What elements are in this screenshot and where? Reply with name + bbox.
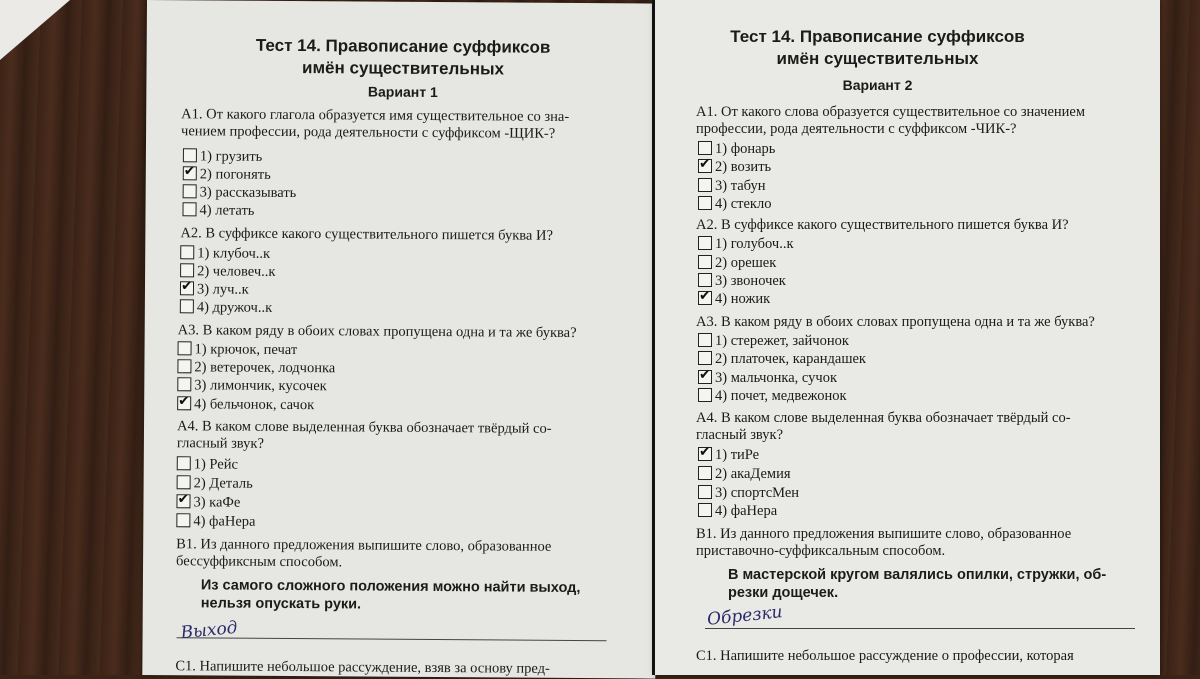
checkbox[interactable]: [183, 184, 197, 198]
option-a2-3[interactable]: [698, 273, 786, 290]
checkbox[interactable]: [183, 148, 197, 162]
option-label: 3) луч..к: [196, 281, 249, 298]
checkbox[interactable]: [698, 255, 712, 269]
option-a3-1[interactable]: [698, 333, 849, 350]
question-text: гласный звук?: [696, 427, 784, 443]
option-a4-4[interactable]: [698, 503, 777, 520]
option-label: 2) орешек: [715, 255, 777, 271]
handwritten-answer: Обрезки: [706, 602, 784, 630]
option-a2-1[interactable]: [698, 236, 793, 253]
question-text: B1. Из данного предложения выпишите слово, образованное: [176, 536, 552, 555]
option-label: 4) бельчонок, сачок: [194, 396, 315, 414]
option-label: 2) платочек, карандашек: [715, 351, 866, 367]
question-text: А4. В каком слове выделенная буква обозначает твёрдый со-: [176, 418, 552, 437]
option-a2-4[interactable]: [180, 299, 272, 317]
option-a4-4[interactable]: [176, 513, 255, 531]
question-text: A1. От какого слова образуется существительное со значением: [696, 104, 1086, 120]
option-a2-4[interactable]: [698, 291, 770, 308]
test-sheet-variant-2: [655, 0, 1160, 675]
checkbox-checked[interactable]: [177, 396, 191, 410]
option-label: 2) ветерочек, лодчонка: [194, 359, 336, 377]
option-label: 2) возить: [715, 159, 772, 175]
question-text: A1. От какого глагола образуется имя существительное со зна-: [181, 106, 570, 125]
checkbox[interactable]: [177, 359, 191, 373]
question-a4: [696, 410, 1071, 444]
checkbox[interactable]: [698, 273, 712, 287]
option-label: 4) ножик: [715, 291, 771, 307]
checkbox[interactable]: [176, 513, 190, 527]
option-label: 1) Рейс: [193, 456, 239, 473]
sentence-line: нельзя опускать руки.: [200, 595, 362, 613]
checkbox[interactable]: [698, 485, 712, 499]
question-c1: С1. Напишите небольшое рассуждение, взяв за основу пред-: [175, 658, 550, 677]
option-a1-3[interactable]: [183, 184, 297, 202]
checkbox[interactable]: [177, 456, 191, 470]
question-c1: С1. Напишите небольшое рассуждение о профессии, которая: [696, 648, 1074, 664]
test-sheet-variant-1: [142, 0, 660, 679]
checkbox[interactable]: [698, 503, 712, 517]
question-a4: [177, 418, 552, 455]
checkbox[interactable]: [698, 178, 712, 192]
checkbox[interactable]: [177, 377, 191, 391]
title-line: имён существительных: [776, 49, 979, 68]
option-label: 3) табун: [715, 178, 766, 194]
checkbox[interactable]: [178, 341, 192, 355]
question-a1: [696, 104, 1085, 138]
question-text: А4. В каком слове выделенная буква обозначает твёрдый со-: [696, 410, 1071, 426]
checkbox[interactable]: [698, 466, 712, 480]
checkbox-checked[interactable]: [698, 291, 712, 305]
option-label: 2) Деталь: [193, 475, 253, 492]
title-line: Тест 14. Правописание суффиксов: [255, 35, 551, 57]
option-a3-1[interactable]: [177, 341, 297, 359]
checkbox[interactable]: [698, 141, 712, 155]
option-a4-2[interactable]: [698, 466, 791, 483]
question-text: чением профессии, рода деятельности с суффиксом -ЩИК-?: [181, 123, 556, 142]
variant-label: Вариант 2: [842, 77, 913, 93]
checkbox[interactable]: [177, 475, 191, 489]
option-a3-3[interactable]: [177, 377, 327, 395]
option-a2-2[interactable]: [180, 263, 275, 281]
option-a4-1[interactable]: [698, 447, 759, 464]
question-text: приставочно-суффиксальным способом.: [696, 543, 946, 559]
checkbox-checked[interactable]: [698, 370, 712, 384]
option-label: 2) акаДемия: [715, 466, 791, 482]
option-label: 1) грузить: [199, 148, 263, 165]
option-label: 1) крючок, печат: [194, 341, 298, 359]
answer-line[interactable]: [705, 628, 1135, 629]
question-a3: А3. В каком ряду в обоих словах пропущена одна и та же буква?: [177, 322, 577, 342]
question-a1: [181, 106, 569, 143]
question-b1: [176, 536, 551, 573]
option-label: 4) стекло: [715, 196, 772, 212]
b1-sentence: [201, 576, 581, 615]
option-a2-2[interactable]: [698, 255, 776, 272]
test-title: [655, 26, 1100, 70]
option-label: 1) тиРе: [715, 447, 760, 463]
option-a1-4[interactable]: [698, 196, 771, 213]
question-text: гласный звук?: [176, 435, 264, 452]
title-line: Тест 14. Правописание суффиксов: [730, 27, 1025, 46]
question-a3: А3. В каком ряду в обоих словах пропущена одна и та же буква?: [696, 314, 1095, 330]
option-a4-2[interactable]: [177, 475, 253, 493]
option-a1-2[interactable]: [698, 159, 771, 176]
option-a2-3[interactable]: [180, 281, 249, 298]
checkbox[interactable]: [698, 236, 712, 250]
option-a1-2[interactable]: [183, 166, 271, 184]
b1-sentence: [728, 566, 1106, 602]
checkbox[interactable]: [180, 245, 194, 259]
question-text: профессии, рода деятельности с суффиксом -ЧИК-?: [696, 121, 1017, 137]
option-label: 3) рассказывать: [199, 184, 297, 202]
checkbox-checked[interactable]: [176, 494, 190, 508]
option-label: 1) клубоч..к: [197, 245, 271, 262]
title-line: имён существительных: [301, 58, 505, 79]
option-a3-4[interactable]: [177, 396, 314, 414]
option-label: 3) лимончик, кусочек: [194, 377, 327, 395]
option-label: 4) фаНера: [715, 503, 778, 519]
checkbox-checked[interactable]: [180, 281, 194, 295]
option-label: 2) погонять: [199, 166, 271, 183]
option-label: 1) голубоч..к: [715, 236, 794, 252]
option-label: 3) звоночек: [715, 273, 786, 289]
option-label: 1) стережет, зайчонок: [715, 333, 849, 349]
option-a1-3[interactable]: [698, 178, 766, 195]
option-a3-4[interactable]: [698, 388, 847, 405]
option-a2-1[interactable]: [180, 245, 270, 263]
variant-label: Вариант 1: [367, 83, 438, 101]
option-label: 4) фаНера: [193, 513, 256, 530]
option-a4-3[interactable]: [698, 485, 799, 502]
option-a1-4[interactable]: [182, 202, 254, 220]
question-a2: А2. В суффиксе какого существительного пишется буква И?: [180, 225, 553, 244]
option-a4-3[interactable]: [176, 494, 240, 511]
checkbox[interactable]: [180, 299, 194, 313]
option-label: 4) дружоч..к: [196, 299, 273, 316]
sentence-line: В мастерской кругом валялись опилки, стружки, об-: [728, 567, 1107, 583]
question-a2: А2. В суффиксе какого существительного пишется буква И?: [696, 217, 1069, 233]
question-text: бессуффиксным способом.: [176, 553, 343, 571]
answer-line[interactable]: [177, 637, 607, 641]
checkbox-checked[interactable]: [698, 447, 712, 461]
option-label: 1) фонарь: [715, 141, 776, 157]
sentence-line: Из самого сложного положения можно найти выход,: [200, 577, 581, 597]
option-a3-3[interactable]: [698, 370, 837, 387]
option-label: 4) летать: [199, 202, 255, 219]
question-text: B1. Из данного предложения выпишите слово, образованное: [696, 526, 1072, 542]
option-a3-2[interactable]: [698, 351, 866, 368]
checkbox-checked[interactable]: [698, 159, 712, 173]
checkbox[interactable]: [698, 333, 712, 347]
question-b1: [696, 526, 1071, 560]
option-label: 3) мальчонка, сучок: [715, 370, 837, 386]
option-label: 2) человеч..к: [197, 263, 276, 280]
checkbox[interactable]: [698, 351, 712, 365]
checkbox-checked[interactable]: [183, 166, 197, 180]
checkbox[interactable]: [698, 388, 712, 402]
checkbox[interactable]: [180, 263, 194, 277]
option-a3-2[interactable]: [177, 359, 335, 377]
test-title: [146, 34, 659, 82]
option-label: 3) спортсМен: [715, 485, 800, 501]
option-label: 3) каФе: [193, 494, 241, 511]
checkbox[interactable]: [182, 202, 196, 216]
option-label: 4) почет, медвежонок: [715, 388, 847, 404]
option-a4-1[interactable]: [177, 456, 238, 473]
checkbox[interactable]: [698, 196, 712, 210]
handwritten-answer: Выход: [179, 617, 239, 644]
sentence-line: резки дощечек.: [728, 585, 839, 601]
